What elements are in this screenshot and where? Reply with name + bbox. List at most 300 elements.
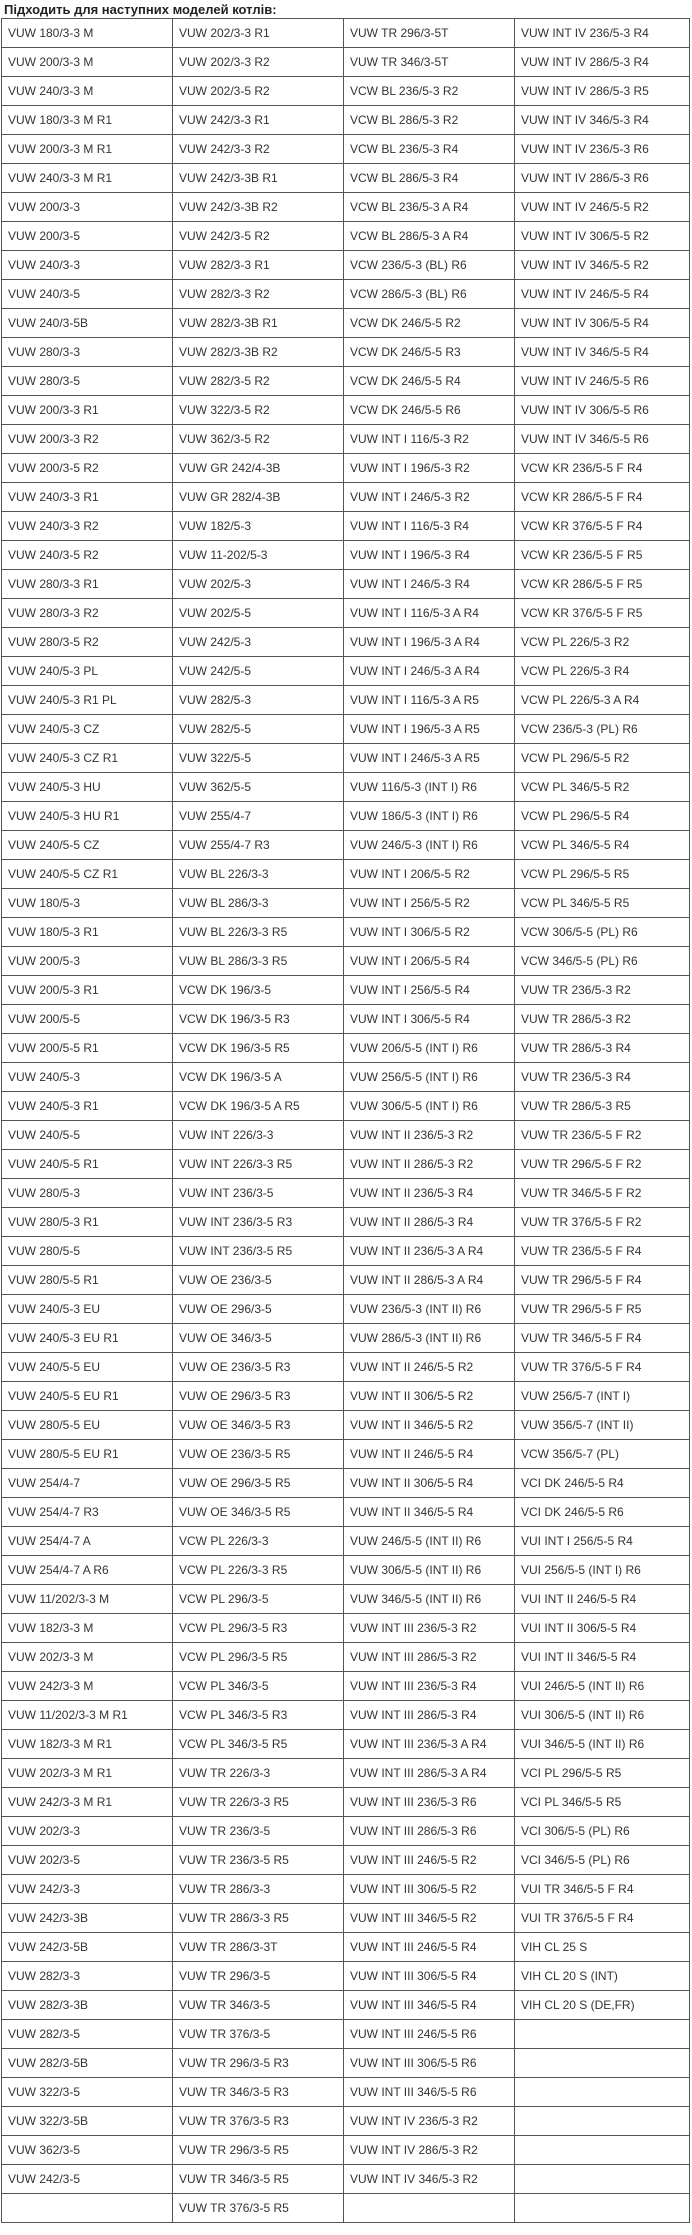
model-cell: VUW 240/5-5 EU R1	[2, 1382, 173, 1411]
model-cell: VUW 280/5-5 R1	[2, 1266, 173, 1295]
model-cell: VUW INT IV 286/5-3 R6	[515, 164, 690, 193]
model-cell: VUW INT III 286/5-3 A R4	[344, 1759, 515, 1788]
model-cell: VUW 240/5-3 EU	[2, 1295, 173, 1324]
table-row	[2, 1962, 690, 1991]
model-cell: VCW BL 236/5-3 A R4	[344, 193, 515, 222]
model-cell: VUW INT I 246/5-3 R4	[344, 570, 515, 599]
table-row	[2, 1875, 690, 1904]
model-cell: VUW TR 286/5-3 R5	[515, 1092, 690, 1121]
table-row	[2, 2020, 690, 2049]
model-cell: VUW TR 376/5-5 F R4	[515, 1353, 690, 1382]
model-cell: VUW INT I 246/5-3 A R5	[344, 744, 515, 773]
table-row	[2, 1324, 690, 1353]
model-cell: VUW 242/3-5 R2	[173, 222, 344, 251]
model-cell: VUW 240/5-3	[2, 1063, 173, 1092]
table-row	[2, 1005, 690, 1034]
model-cell: VUW INT II 236/5-3 A R4	[344, 1237, 515, 1266]
model-cell: VUW 202/3-3 R1	[173, 19, 344, 48]
table-row	[2, 1295, 690, 1324]
model-cell: VUW 254/4-7 A	[2, 1527, 173, 1556]
model-cell: VUW OE 296/3-5	[173, 1295, 344, 1324]
model-cell: VUW 242/3-3	[2, 1875, 173, 1904]
model-cell: VUW INT II 286/5-3 R2	[344, 1150, 515, 1179]
model-cell: VUW INT II 236/5-3 R2	[344, 1121, 515, 1150]
model-cell: VUW 306/5-5 (INT I) R6	[344, 1092, 515, 1121]
table-row	[2, 1904, 690, 1933]
model-cell: VCW 346/5-5 (PL) R6	[515, 947, 690, 976]
model-cell: VUW INT IV 246/5-5 R4	[515, 280, 690, 309]
model-cell: VUI INT I 256/5-5 R4	[515, 1527, 690, 1556]
table-row	[2, 1788, 690, 1817]
model-cell: VUW 200/3-5 R2	[2, 454, 173, 483]
model-cell: VCW PL 226/5-3 R2	[515, 628, 690, 657]
model-cell: VUW 200/3-3	[2, 193, 173, 222]
model-cell: VUW TR 226/3-3 R5	[173, 1788, 344, 1817]
model-cell: VUW 200/5-5	[2, 1005, 173, 1034]
model-cell: VUW INT IV 236/5-3 R6	[515, 135, 690, 164]
model-cell: VUW 242/3-3 R2	[173, 135, 344, 164]
model-cell: VUW 256/5-7 (INT I)	[515, 1382, 690, 1411]
table-row	[2, 1237, 690, 1266]
table-row	[2, 1846, 690, 1875]
model-cell: VCW BL 286/5-3 A R4	[344, 222, 515, 251]
model-cell: VUW 240/5-5 CZ R1	[2, 860, 173, 889]
table-row	[2, 425, 690, 454]
table-row	[2, 2194, 690, 2223]
model-cell: VUW 280/3-3 R1	[2, 570, 173, 599]
model-cell: VUW 246/5-5 (INT II) R6	[344, 1527, 515, 1556]
model-cell: VUW 11/202/3-3 M R1	[2, 1701, 173, 1730]
model-cell	[344, 2194, 515, 2223]
model-cell: VUW 200/3-3 R1	[2, 396, 173, 425]
model-cell: VCW KR 236/5-5 F R5	[515, 541, 690, 570]
model-cell: VUW 280/5-3	[2, 1179, 173, 1208]
model-cell: VUW 282/3-5B	[2, 2049, 173, 2078]
model-cell: VUW 240/3-3 M	[2, 77, 173, 106]
model-cell: VUW 240/3-5 R2	[2, 541, 173, 570]
model-cell: VUW INT IV 346/5-5 R2	[515, 251, 690, 280]
model-cell: VUW 202/3-5 R2	[173, 77, 344, 106]
table-row	[2, 222, 690, 251]
model-cell: VUW OE 346/3-5	[173, 1324, 344, 1353]
table-row	[2, 1266, 690, 1295]
model-cell	[515, 2049, 690, 2078]
model-cell: VUW TR 346/3-5	[173, 1991, 344, 2020]
model-cell: VUW 200/3-5	[2, 222, 173, 251]
model-cell: VUI 306/5-5 (INT II) R6	[515, 1701, 690, 1730]
model-cell: VUW INT III 286/5-3 R2	[344, 1643, 515, 1672]
model-cell: VCI 346/5-5 (PL) R6	[515, 1846, 690, 1875]
model-cell: VUW INT 226/3-3 R5	[173, 1150, 344, 1179]
model-cell: VUW 180/3-3 M R1	[2, 106, 173, 135]
model-cell: VIH CL 25 S	[515, 1933, 690, 1962]
table-row	[2, 1759, 690, 1788]
model-cell	[2, 2194, 173, 2223]
model-cell: VCW PL 346/5-5 R5	[515, 889, 690, 918]
model-cell: VUW 240/5-3 EU R1	[2, 1324, 173, 1353]
model-cell: VUW INT 236/3-5	[173, 1179, 344, 1208]
model-cell: VUW INT III 306/5-5 R2	[344, 1875, 515, 1904]
model-cell: VIH CL 20 S (INT)	[515, 1962, 690, 1991]
table-row	[2, 251, 690, 280]
model-cell: VUW TR 346/5-5 F R2	[515, 1179, 690, 1208]
model-cell: VUW 356/5-7 (INT II)	[515, 1411, 690, 1440]
table-row	[2, 1179, 690, 1208]
model-cell: VUW 182/3-3 M	[2, 1614, 173, 1643]
model-cell: VCW 286/5-3 (BL) R6	[344, 280, 515, 309]
model-cell: VUW 180/3-3 M	[2, 19, 173, 48]
table-row	[2, 947, 690, 976]
table-row	[2, 889, 690, 918]
table-row	[2, 454, 690, 483]
model-cell: VUW 240/5-5 R1	[2, 1150, 173, 1179]
model-cell: VUW TR 236/5-3 R4	[515, 1063, 690, 1092]
model-cell: VUW INT III 346/5-5 R2	[344, 1904, 515, 1933]
model-cell: VUW INT II 306/5-5 R2	[344, 1382, 515, 1411]
model-cell: VCW PL 226/3-3 R5	[173, 1556, 344, 1585]
model-cell: VUW 202/3-3 M R1	[2, 1759, 173, 1788]
model-cell: VUW INT I 306/5-5 R2	[344, 918, 515, 947]
model-cell: VUW 200/3-3 M	[2, 48, 173, 77]
table-row	[2, 541, 690, 570]
model-cell: VUW 322/3-5	[2, 2078, 173, 2107]
model-cell: VUW 202/3-3 R2	[173, 48, 344, 77]
model-cell: VCW PL 346/5-5 R4	[515, 831, 690, 860]
model-cell: VUI 256/5-5 (INT I) R6	[515, 1556, 690, 1585]
table-row	[2, 193, 690, 222]
model-cell: VCW PL 226/5-3 R4	[515, 657, 690, 686]
table-row	[2, 48, 690, 77]
table-row	[2, 1411, 690, 1440]
model-cell: VCW DK 196/3-5 R5	[173, 1034, 344, 1063]
model-cell: VUW GR 242/4-3B	[173, 454, 344, 483]
model-cell: VUW OE 236/3-5 R5	[173, 1440, 344, 1469]
model-cell	[515, 2020, 690, 2049]
model-cell: VUW INT III 236/5-3 R6	[344, 1788, 515, 1817]
model-cell: VUW 240/3-3 R2	[2, 512, 173, 541]
model-cell: VUW 282/3-3	[2, 1962, 173, 1991]
model-cell: VUW 282/5-3	[173, 686, 344, 715]
model-cell	[515, 2078, 690, 2107]
model-cell: VUW 240/3-3 M R1	[2, 164, 173, 193]
model-cell: VUW 242/3-3B R1	[173, 164, 344, 193]
model-cell: VUW 240/5-3 R1 PL	[2, 686, 173, 715]
model-cell: VUW 240/3-3 R1	[2, 483, 173, 512]
model-cell: VUI 346/5-5 (INT II) R6	[515, 1730, 690, 1759]
model-cell: VUW TR 236/5-5 F R4	[515, 1237, 690, 1266]
model-cell: VUW 254/4-7 R3	[2, 1498, 173, 1527]
model-cell: VUW 180/5-3	[2, 889, 173, 918]
model-cell: VUW INT III 346/5-5 R4	[344, 1991, 515, 2020]
model-cell: VCI PL 296/5-5 R5	[515, 1759, 690, 1788]
model-cell: VUW 206/5-5 (INT I) R6	[344, 1034, 515, 1063]
model-cell: VUW INT III 236/5-3 R2	[344, 1614, 515, 1643]
model-cell: VUW 240/5-5	[2, 1121, 173, 1150]
model-cell: VUW TR 296/5-5 F R5	[515, 1295, 690, 1324]
table-row	[2, 338, 690, 367]
model-cell	[515, 2107, 690, 2136]
table-row	[2, 860, 690, 889]
model-cell: VUW GR 282/4-3B	[173, 483, 344, 512]
model-cell: VUW 242/3-3 M	[2, 1672, 173, 1701]
model-cell: VUW 242/3-3 R1	[173, 106, 344, 135]
model-cell: VCI DK 246/5-5 R6	[515, 1498, 690, 1527]
model-cell: VUI TR 346/5-5 F R4	[515, 1875, 690, 1904]
model-cell: VUW 236/5-3 (INT II) R6	[344, 1295, 515, 1324]
model-cell: VUW 280/3-3 R2	[2, 599, 173, 628]
model-cell: VUW OE 236/3-5 R3	[173, 1353, 344, 1382]
model-cell: VCW 236/5-3 (PL) R6	[515, 715, 690, 744]
table-row	[2, 2049, 690, 2078]
model-cell: VUW 242/3-3B R2	[173, 193, 344, 222]
model-cell: VUW 322/3-5B	[2, 2107, 173, 2136]
model-cell: VUI INT II 346/5-5 R4	[515, 1643, 690, 1672]
model-cell: VUW INT I 116/5-3 A R4	[344, 599, 515, 628]
model-cell: VUW 200/3-3 R2	[2, 425, 173, 454]
table-row	[2, 1701, 690, 1730]
model-cell: VUW 242/3-5	[2, 2165, 173, 2194]
table-row	[2, 2136, 690, 2165]
table-row	[2, 1498, 690, 1527]
model-cell: VUW OE 346/3-5 R5	[173, 1498, 344, 1527]
model-cell: VUW BL 226/3-3 R5	[173, 918, 344, 947]
model-cell: VUW TR 346/3-5 R3	[173, 2078, 344, 2107]
model-cell: VUW 202/3-3	[2, 1817, 173, 1846]
model-cell: VCW DK 196/3-5 A R5	[173, 1092, 344, 1121]
model-cell: VUW INT IV 346/5-3 R2	[344, 2165, 515, 2194]
model-cell: VUW INT I 116/5-3 A R5	[344, 686, 515, 715]
model-cell: VUW 242/3-3 M R1	[2, 1788, 173, 1817]
model-cell: VUW TR 296/3-5 R5	[173, 2136, 344, 2165]
model-cell: VUW INT I 196/5-3 A R5	[344, 715, 515, 744]
model-cell: VUW 282/3-5	[2, 2020, 173, 2049]
table-row	[2, 1730, 690, 1759]
model-cell: VUW 200/5-3	[2, 947, 173, 976]
model-cell: VUW INT II 346/5-5 R4	[344, 1498, 515, 1527]
model-cell: VCW PL 296/5-5 R5	[515, 860, 690, 889]
model-cell: VCW DK 246/5-5 R2	[344, 309, 515, 338]
model-cell: VUW 11/202/3-3 M	[2, 1585, 173, 1614]
model-cell: VUW 306/5-5 (INT II) R6	[344, 1556, 515, 1585]
model-cell: VUW TR 236/3-5	[173, 1817, 344, 1846]
model-cell: VUW INT II 286/5-3 A R4	[344, 1266, 515, 1295]
model-cell	[515, 2165, 690, 2194]
model-cell: VUW 200/5-5 R1	[2, 1034, 173, 1063]
model-cell: VCW PL 296/3-5	[173, 1585, 344, 1614]
model-cell: VUW INT IV 236/5-3 R4	[515, 19, 690, 48]
model-cell: VUW 254/4-7 A R6	[2, 1556, 173, 1585]
table-row	[2, 1614, 690, 1643]
table-row	[2, 280, 690, 309]
model-cell: VUW 362/3-5	[2, 2136, 173, 2165]
model-cell: VUW TR 236/5-3 R2	[515, 976, 690, 1005]
model-cell: VUW INT II 286/5-3 R4	[344, 1208, 515, 1237]
model-cell: VUW TR 376/5-5 F R2	[515, 1208, 690, 1237]
model-cell: VUW 280/5-3 R1	[2, 1208, 173, 1237]
table-row	[2, 1092, 690, 1121]
model-cell: VUW INT IV 346/5-5 R6	[515, 425, 690, 454]
model-cell: VUW 282/3-3B	[2, 1991, 173, 2020]
model-cell: VCW 236/5-3 (BL) R6	[344, 251, 515, 280]
model-cell: VUW TR 376/3-5 R3	[173, 2107, 344, 2136]
model-cell: VUW TR 286/3-3	[173, 1875, 344, 1904]
model-cell: VUW TR 286/3-3 R5	[173, 1904, 344, 1933]
model-cell: VCW BL 286/5-3 R2	[344, 106, 515, 135]
model-cell: VUW 116/5-3 (INT I) R6	[344, 773, 515, 802]
model-cell: VCW DK 196/3-5	[173, 976, 344, 1005]
model-cell: VUW OE 236/3-5	[173, 1266, 344, 1295]
table-row	[2, 918, 690, 947]
model-cell: VUI INT II 306/5-5 R4	[515, 1614, 690, 1643]
table-row	[2, 1556, 690, 1585]
table-row	[2, 1063, 690, 1092]
model-cell: VUW INT I 206/5-5 R2	[344, 860, 515, 889]
table-row	[2, 1469, 690, 1498]
model-cell: VUW 180/5-3 R1	[2, 918, 173, 947]
model-cell: VCW DK 196/3-5 A	[173, 1063, 344, 1092]
model-cell: VUW 202/3-3 M	[2, 1643, 173, 1672]
model-cell: VUW TR 376/3-5	[173, 2020, 344, 2049]
model-cell: VUW 282/3-3 R1	[173, 251, 344, 280]
model-cell: VUW 11-202/5-3	[173, 541, 344, 570]
table-row	[2, 19, 690, 48]
model-cell: VUW 200/5-3 R1	[2, 976, 173, 1005]
model-cell: VCI PL 346/5-5 R5	[515, 1788, 690, 1817]
table-row	[2, 1034, 690, 1063]
model-cell: VUW 282/5-5	[173, 715, 344, 744]
model-cell: VUW INT III 236/5-3 A R4	[344, 1730, 515, 1759]
table-row	[2, 1672, 690, 1701]
table-row	[2, 2078, 690, 2107]
model-cell: VUW INT III 246/5-5 R6	[344, 2020, 515, 2049]
table-row	[2, 106, 690, 135]
model-cell: VCW KR 236/5-5 F R4	[515, 454, 690, 483]
table-row	[2, 2165, 690, 2194]
model-cell: VUW 240/5-3 HU	[2, 773, 173, 802]
model-cell: VUW OE 296/3-5 R5	[173, 1469, 344, 1498]
model-cell: VUW 256/5-5 (INT I) R6	[344, 1063, 515, 1092]
model-cell: VUW 200/3-3 M R1	[2, 135, 173, 164]
model-cell: VUW TR 376/3-5 R5	[173, 2194, 344, 2223]
model-cell: VUW 202/5-5	[173, 599, 344, 628]
table-row	[2, 1440, 690, 1469]
model-cell: VUI 246/5-5 (INT II) R6	[515, 1672, 690, 1701]
model-cell: VCW PL 296/3-5 R5	[173, 1643, 344, 1672]
model-cell: VUW 286/5-3 (INT II) R6	[344, 1324, 515, 1353]
model-cell: VUW 280/5-5	[2, 1237, 173, 1266]
model-cell: VUW 282/3-3B R1	[173, 309, 344, 338]
model-cell: VUW TR 286/5-3 R2	[515, 1005, 690, 1034]
model-cell: VUW INT IV 346/5-5 R4	[515, 338, 690, 367]
model-cell: VUW INT II 346/5-5 R2	[344, 1411, 515, 1440]
model-cell: VUW 282/3-3 R2	[173, 280, 344, 309]
table-row	[2, 367, 690, 396]
model-cell: VUW 255/4-7	[173, 802, 344, 831]
model-cell: VUW INT I 196/5-3 A R4	[344, 628, 515, 657]
model-cell: VUW 282/3-3B R2	[173, 338, 344, 367]
model-cell: VUW INT IV 346/5-3 R4	[515, 106, 690, 135]
table-row	[2, 657, 690, 686]
model-cell: VCW BL 236/5-3 R4	[344, 135, 515, 164]
model-cell: VUW 280/3-5 R2	[2, 628, 173, 657]
model-cell: VUW INT III 246/5-5 R2	[344, 1846, 515, 1875]
table-row	[2, 1150, 690, 1179]
model-cell: VUI INT II 246/5-5 R4	[515, 1585, 690, 1614]
table-row	[2, 1527, 690, 1556]
model-cell: VUW INT IV 286/5-3 R4	[515, 48, 690, 77]
model-cell: VCW PL 346/5-5 R2	[515, 773, 690, 802]
model-cell: VCW PL 346/3-5	[173, 1672, 344, 1701]
table-row	[2, 77, 690, 106]
model-cell: VUW INT II 246/5-5 R4	[344, 1440, 515, 1469]
model-cell: VUW 240/5-3 CZ R1	[2, 744, 173, 773]
model-cell: VUW TR 236/5-5 F R2	[515, 1121, 690, 1150]
table-row	[2, 309, 690, 338]
model-cell: VUW INT IV 306/5-5 R2	[515, 222, 690, 251]
table-row	[2, 744, 690, 773]
model-cell: VUW 280/3-3	[2, 338, 173, 367]
model-cell: VCW DK 196/3-5 R3	[173, 1005, 344, 1034]
model-cell: VUW TR 286/3-3T	[173, 1933, 344, 1962]
model-cell: VCW KR 286/5-5 F R4	[515, 483, 690, 512]
model-cell: VUW BL 226/3-3	[173, 860, 344, 889]
model-cell: VCW PL 226/5-3 A R4	[515, 686, 690, 715]
model-cell: VUW 242/3-5B	[2, 1933, 173, 1962]
model-cell: VCW KR 376/5-5 F R5	[515, 599, 690, 628]
model-cell: VIH CL 20 S (DE,FR)	[515, 1991, 690, 2020]
table-row	[2, 831, 690, 860]
table-row	[2, 686, 690, 715]
model-cell: VUW 282/3-5 R2	[173, 367, 344, 396]
model-cell: VUW 240/5-3 PL	[2, 657, 173, 686]
model-cell: VUW INT III 346/5-5 R6	[344, 2078, 515, 2107]
models-table-body	[2, 19, 690, 2223]
model-cell: VUI TR 376/5-5 F R4	[515, 1904, 690, 1933]
table-row	[2, 570, 690, 599]
model-cell: VUW INT I 306/5-5 R4	[344, 1005, 515, 1034]
model-cell: VUW INT 236/3-5 R5	[173, 1237, 344, 1266]
model-cell: VUW 182/3-3 M R1	[2, 1730, 173, 1759]
table-row	[2, 483, 690, 512]
model-cell: VCW 306/5-5 (PL) R6	[515, 918, 690, 947]
model-cell: VUW INT I 116/5-3 R4	[344, 512, 515, 541]
model-cell: VCW BL 286/5-3 R4	[344, 164, 515, 193]
model-cell: VUW 280/5-5 EU R1	[2, 1440, 173, 1469]
model-cell: VUW INT I 196/5-3 R4	[344, 541, 515, 570]
model-cell: VUW INT III 286/5-3 R4	[344, 1701, 515, 1730]
model-cell: VUW INT I 116/5-3 R2	[344, 425, 515, 454]
model-cell: VUW INT III 246/5-5 R4	[344, 1933, 515, 1962]
table-row	[2, 1353, 690, 1382]
model-cell: VCW KR 376/5-5 F R4	[515, 512, 690, 541]
model-cell: VUW INT 236/3-5 R3	[173, 1208, 344, 1237]
model-cell: VUW 240/5-5 CZ	[2, 831, 173, 860]
model-cell: VUW 322/3-5 R2	[173, 396, 344, 425]
table-row	[2, 512, 690, 541]
table-row	[2, 976, 690, 1005]
table-row	[2, 396, 690, 425]
table-row	[2, 135, 690, 164]
model-cell	[515, 2194, 690, 2223]
model-cell: VCW DK 246/5-5 R6	[344, 396, 515, 425]
model-cell: VUW 246/5-3 (INT I) R6	[344, 831, 515, 860]
model-cell: VCW 356/5-7 (PL)	[515, 1440, 690, 1469]
model-cell: VUW TR 226/3-3	[173, 1759, 344, 1788]
model-cell: VUW 240/3-3	[2, 251, 173, 280]
model-cell: VUW INT II 306/5-5 R4	[344, 1469, 515, 1498]
model-cell: VUW 280/5-5 EU	[2, 1411, 173, 1440]
model-cell: VUW INT IV 286/5-3 R2	[344, 2136, 515, 2165]
